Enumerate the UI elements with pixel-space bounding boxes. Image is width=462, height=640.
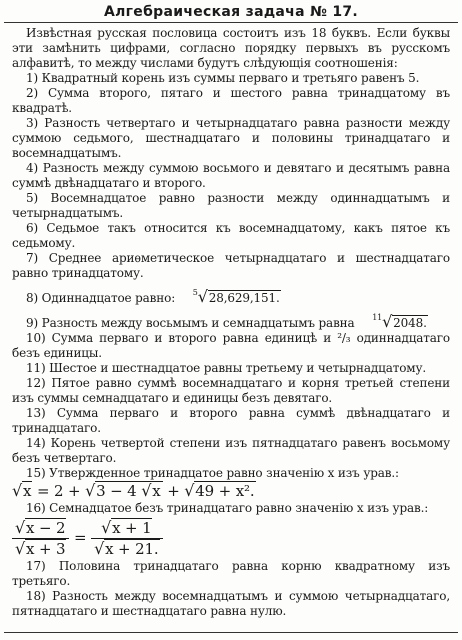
eq16-fraction-left: [12, 518, 69, 559]
radical-sign: √: [382, 312, 393, 331]
eq16-n1: x − 2: [26, 519, 66, 537]
condition-12: 12) Пятое равно суммѣ восемнадцатаго и корня третьей степени изъ суммы семнадцатаго и единицы безъ девятаго.: [12, 376, 450, 405]
eq15-radical-2: 49 + x².: [195, 482, 255, 500]
eq16-equals: =: [74, 528, 87, 547]
radical-9-radicand: 2048.: [393, 316, 427, 330]
condition-4: 4) Разность между суммою восьмого и девятаго и десятымъ равна суммѣ двѣнадцатаго и второго.: [12, 161, 450, 190]
condition-1: 1) Квадратный корень изъ суммы перваго и третьяго равенъ 5.: [26, 71, 420, 85]
eq15-r1-text: 3 − 4: [96, 482, 137, 500]
radical-sign: √: [12, 481, 23, 500]
radical-sign: √: [101, 518, 112, 537]
radical-sign: √: [15, 539, 26, 558]
equation-15: [12, 481, 450, 501]
radical-8-radicand: 28,629,151.: [208, 291, 280, 305]
eq16-d1: x + 3: [26, 540, 66, 558]
condition-5: 5) Восемнадцатое равно разности между одиннадцатымъ и четырнадцатымъ.: [12, 191, 450, 220]
intro-paragraph: Извѣстная русская пословица состоитъ изъ 18 буквъ. Если буквы эти замѣнить цифрами, согласно порядку первыхъ въ русскомъ алфавитѣ, то между числами будутъ слѣдующія соотношенія:: [12, 26, 450, 70]
eq16-fraction-right: [91, 518, 162, 559]
eq16-d2: x + 21.: [105, 540, 159, 558]
condition-18: 18) Разность между восемнадцатымъ и суммою четырнадцатаго, пятнадцатаго и шестнадцатаго равна нулю.: [12, 589, 450, 618]
bottom-rule: [4, 632, 458, 633]
condition-6: 6) Седьмое такъ относится къ восемнадцатому, какъ пятое къ седьмому.: [12, 221, 450, 250]
condition-3: 3) Разность четвертаго и четырнадцатаго равна разности между суммою седьмого, шестнадцатаго и половины тринадцатаго и восемнадцатымъ.: [12, 116, 450, 160]
condition-10: 10) Сумма перваго и второго равна единицѣ и ²/₃ одиннадцатаго безъ единицы.: [12, 331, 450, 360]
condition-8: [12, 285, 450, 306]
eq15-lhs: x: [23, 482, 32, 500]
condition-14: 14) Корень четвертой степени изъ пятнадцатаго равенъ восьмому безъ четвертаго.: [12, 436, 450, 465]
radical-sign: √: [94, 539, 105, 558]
radical-sign: √: [15, 518, 26, 537]
condition-7: 7) Среднее ариѳметическое четырнадцатаго и шестнадцатаго равно тринадцатому.: [12, 251, 450, 280]
page-title: Алгебраическая задача № 17.: [103, 4, 359, 20]
eq16-numerator-left: [12, 518, 69, 539]
problem-text: [12, 26, 450, 619]
condition-9-text: 9) Разность между восьмымъ и семнадцатымъ равна: [26, 316, 355, 330]
condition-9: [12, 310, 450, 331]
eq15-radical-1: [95, 481, 162, 500]
condition-8-text: 8) Одиннадцатое равно:: [26, 291, 176, 305]
radical-sign: √: [197, 287, 208, 306]
top-rule: [4, 22, 458, 23]
radical-8: [179, 285, 281, 306]
radical-8-index: 5: [192, 288, 198, 297]
condition-13: 13) Сумма перваго и второго равна суммѣ двѣнадцатаго и тринадцатаго.: [12, 406, 450, 435]
eq16-n2: x + 1: [112, 519, 152, 537]
radical-sign: √: [85, 481, 96, 500]
radical-sign: √: [184, 481, 195, 500]
condition-17: 17) Половина тринадцатаго равна корню квадратному изъ третьяго.: [12, 559, 450, 588]
radical-9-index: 11: [372, 313, 383, 322]
eq15-mid: = 2 +: [36, 482, 81, 500]
radical-sign: √: [141, 481, 152, 500]
equation-16: [12, 518, 450, 559]
eq16-denominator-right: [91, 539, 162, 559]
condition-15: 15) Утвержденное тринадцатое равно значенію x изъ урав.:: [26, 466, 399, 480]
eq15-plus: +: [167, 482, 180, 500]
condition-16: 16) Семнадцатое безъ тринадцатаго равно значенію x изъ урав.:: [26, 501, 429, 515]
condition-11: 11) Шестое и шестнадцатое равны третьему и четырнадцатому.: [26, 361, 427, 375]
radical-9: [358, 310, 428, 331]
eq16-numerator-right: [91, 518, 162, 539]
eq16-denominator-left: [12, 539, 69, 559]
eq15-r1-inner: x: [152, 482, 161, 500]
condition-2: 2) Сумма второго, пятаго и шестого равна тринадцатому въ квадратѣ.: [12, 86, 450, 115]
